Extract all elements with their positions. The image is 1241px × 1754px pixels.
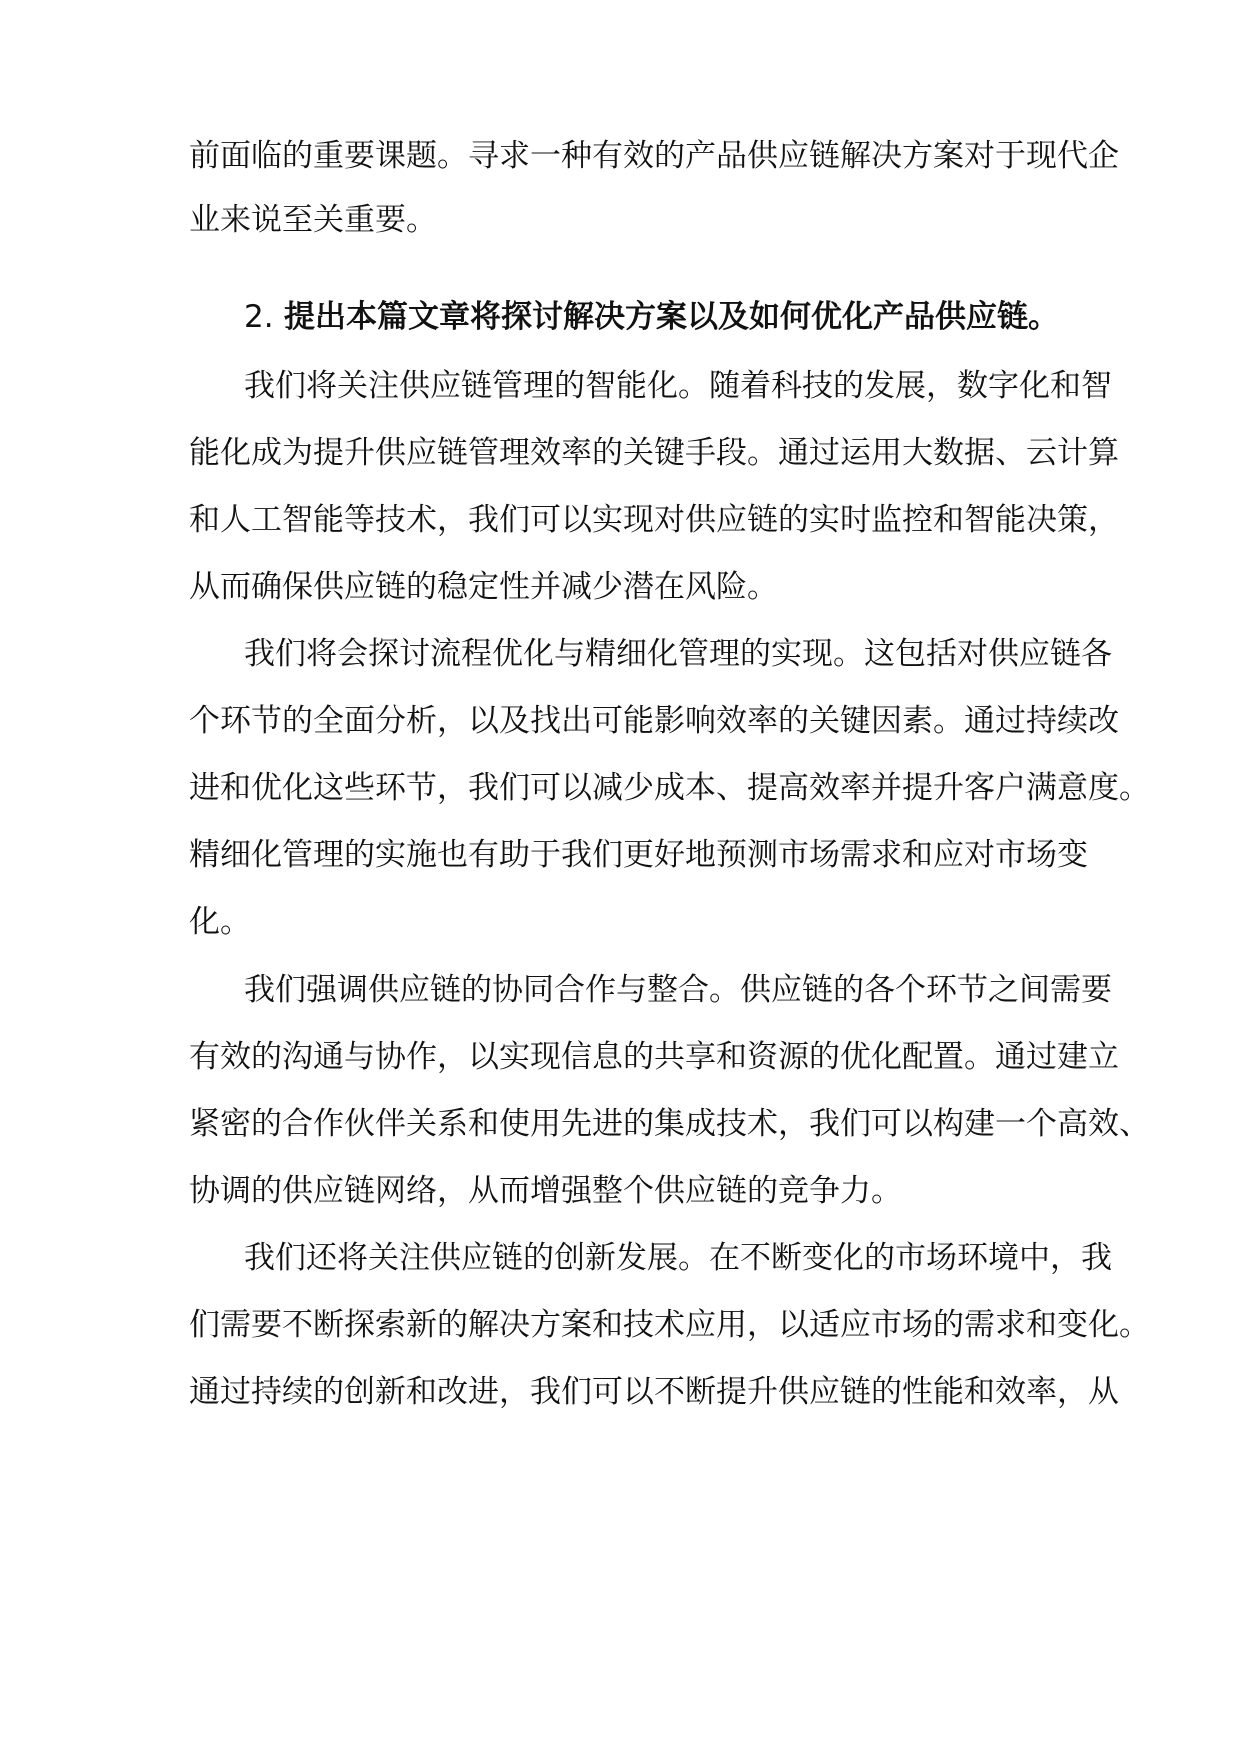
paragraph-4-line-1: 我们还将关注供应链的创新发展。在不断变化的市场环境中，我 xyxy=(244,1240,1112,1276)
paragraph-2-line-1: 我们将会探讨流程优化与精细化管理的实现。这包括对供应链各 xyxy=(244,636,1112,672)
paragraph-3-line-1: 我们强调供应链的协同合作与整合。供应链的各个环节之间需要 xyxy=(244,972,1112,1008)
paragraph-3-line-3: 紧密的合作伙伴关系和使用先进的集成技术，我们可以构建一个高效、 xyxy=(189,1106,1150,1142)
intro-line-1: 前面临的重要课题。寻求一种有效的产品供应链解决方案对于现代企 xyxy=(189,138,1119,174)
paragraph-4-line-3: 通过持续的创新和改进，我们可以不断提升供应链的性能和效率，从 xyxy=(189,1374,1119,1410)
paragraph-3-line-4: 协调的供应链网络，从而增强整个供应链的竞争力。 xyxy=(189,1173,902,1209)
paragraph-3-line-2: 有效的沟通与协作，以实现信息的共享和资源的优化配置。通过建立 xyxy=(189,1039,1119,1075)
paragraph-1-line-4: 从而确保供应链的稳定性并减少潜在风险。 xyxy=(189,569,778,605)
paragraph-2-line-3: 进和优化这些环节，我们可以减少成本、提高效率并提升客户满意度。 xyxy=(189,770,1150,806)
paragraph-2-line-5: 化。 xyxy=(189,904,251,940)
paragraph-2-line-2: 个环节的全面分析，以及找出可能影响效率的关键因素。通过持续改 xyxy=(189,703,1119,739)
section-heading-number: 2. xyxy=(244,299,274,335)
paragraph-2-line-4: 精细化管理的实施也有助于我们更好地预测市场需求和应对市场变 xyxy=(189,837,1088,873)
paragraph-4-line-2: 们需要不断探索新的解决方案和技术应用，以适应市场的需求和变化。 xyxy=(189,1307,1150,1343)
section-heading-text: 提出本篇文章将探讨解决方案以及如何优化产品供应链。 xyxy=(284,299,1059,335)
paragraph-1-line-2: 能化成为提升供应链管理效率的关键手段。通过运用大数据、云计算 xyxy=(189,435,1119,471)
paragraph-1-line-1: 我们将关注供应链管理的智能化。随着科技的发展，数字化和智 xyxy=(244,368,1112,404)
paragraph-1-line-3: 和人工智能等技术，我们可以实现对供应链的实时监控和智能决策， xyxy=(189,502,1119,538)
intro-line-2: 业来说至关重要。 xyxy=(189,202,437,238)
section-heading xyxy=(244,297,1059,337)
